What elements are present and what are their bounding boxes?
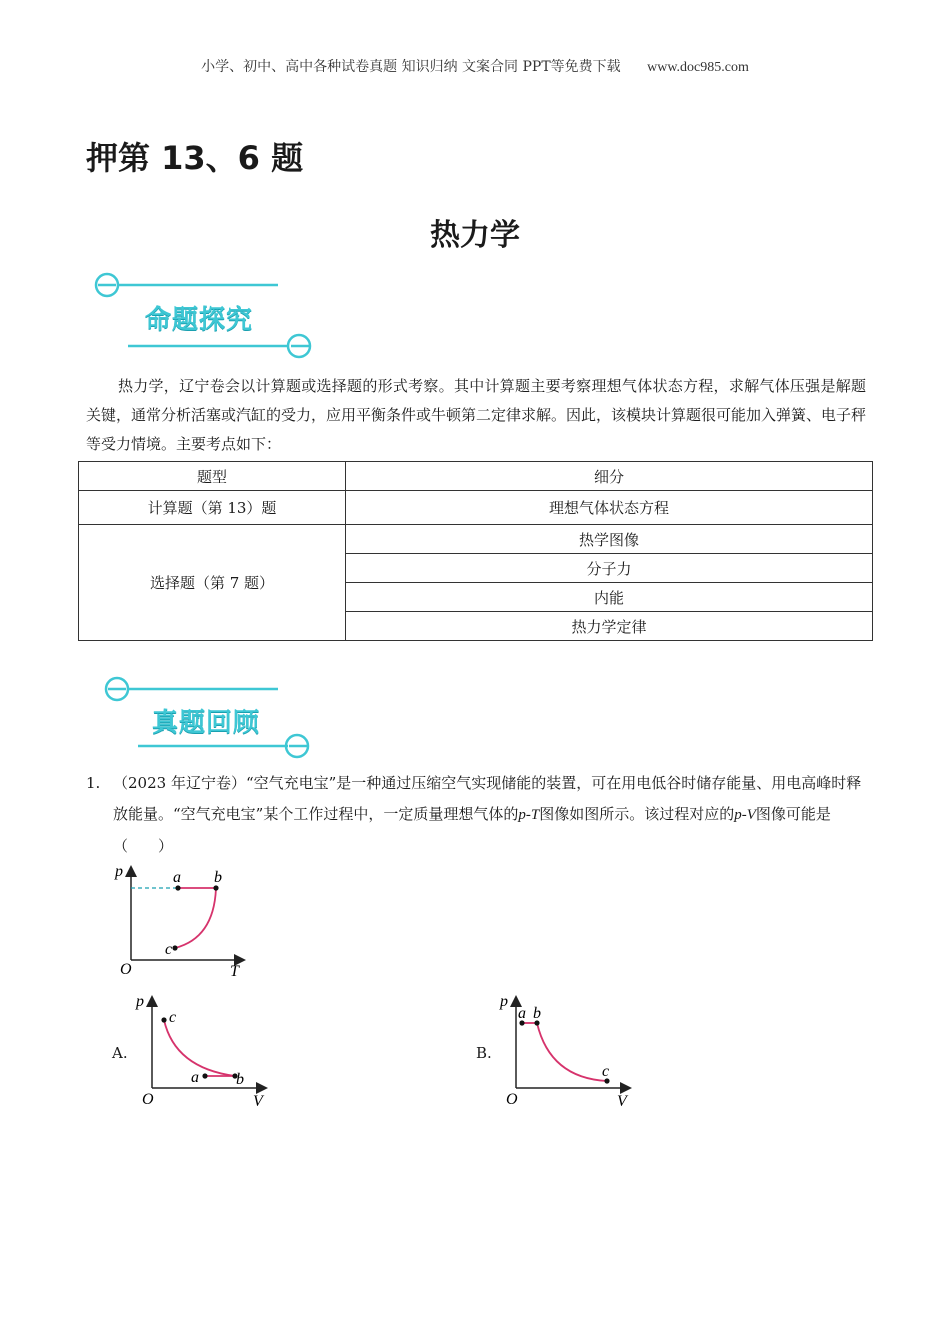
point-label: a xyxy=(173,869,181,886)
point-c xyxy=(172,945,177,950)
question-1 xyxy=(86,768,866,862)
point-b xyxy=(213,885,218,890)
table-header: 细分 xyxy=(346,462,873,491)
header-url[interactable]: www.doc985.com xyxy=(647,60,749,75)
section-banner-2 xyxy=(100,672,330,767)
point-label: c xyxy=(165,941,173,958)
section-banner-1 xyxy=(90,268,320,363)
section-label: 命题探究 xyxy=(145,305,254,335)
axis-label-x: V xyxy=(617,1093,627,1110)
section-label: 真题回顾 xyxy=(152,708,261,738)
axis-label-y: p xyxy=(115,863,123,880)
pv-label: p-V xyxy=(734,807,756,823)
document-title: 押第 13、6 题 xyxy=(86,139,304,177)
table-cell: 分子力 xyxy=(346,554,873,583)
point-label: b xyxy=(214,869,222,886)
origin-label: O xyxy=(120,961,132,978)
question-text: （2023 年辽宁卷）“空气充电宝”是一种通过压缩空气实现储能的装置，可在用电低谷时储存能量、用电高峰时释放能量。“空气充电宝”某个工作过程中，一定质量理想气体的p-T图像如图所示。该过程对应的p-V图像可能是（ ） xyxy=(113,774,862,855)
axis-label-y: p xyxy=(500,993,508,1010)
option-a-graph[interactable] xyxy=(130,990,280,1110)
origin-label: O xyxy=(142,1091,154,1108)
axis-label-y: p xyxy=(136,993,144,1010)
axis-label-x: V xyxy=(253,1093,263,1110)
table-header: 题型 xyxy=(79,462,346,491)
question-number: 1. xyxy=(86,774,101,792)
option-a-label[interactable]: A. xyxy=(112,1044,128,1062)
table-cell: 计算题（第 13）题 xyxy=(79,491,346,525)
point-label: c xyxy=(602,1063,610,1080)
option-b-label[interactable]: B. xyxy=(476,1044,492,1062)
axis-label-x: T xyxy=(230,963,239,980)
point-label: c xyxy=(169,1009,177,1026)
table-cell: 热力学定律 xyxy=(346,612,873,641)
page-header xyxy=(0,56,950,76)
topics-table xyxy=(78,461,873,641)
point-a xyxy=(175,885,180,890)
pt-label: p-T xyxy=(518,807,540,823)
option-b-graph[interactable] xyxy=(495,990,645,1110)
table-cell: 热学图像 xyxy=(346,525,873,554)
point-label: a xyxy=(191,1069,199,1086)
table-cell: 选择题（第 7 题） xyxy=(79,525,346,641)
point-label: b xyxy=(533,1005,541,1022)
pt-graph xyxy=(110,860,260,980)
subject-title: 热力学 xyxy=(430,218,520,253)
curve-segment xyxy=(537,1023,610,1081)
point-label: b xyxy=(236,1071,244,1088)
header-text: 小学、初中、高中各种试卷真题 知识归纳 文案合同 PPT等免费下载 xyxy=(201,59,621,75)
origin-label: O xyxy=(506,1091,518,1108)
curve-segment xyxy=(175,888,216,948)
point-a xyxy=(202,1073,207,1078)
table-cell: 理想气体状态方程 xyxy=(346,491,873,525)
curve-segment xyxy=(164,1020,235,1076)
point-label: a xyxy=(518,1005,526,1022)
point-c xyxy=(161,1017,166,1022)
table-cell: 内能 xyxy=(346,583,873,612)
intro-paragraph: 热力学，辽宁卷会以计算题或选择题的形式考察。其中计算题主要考察理想气体状态方程，求解气体压强是解题关键，通常分析活塞或汽缸的受力，应用平衡条件或牛顿第二定律求解。因此，该模块计算题很可能加入弹簧、电子秤等受力情境。主要考点如下： xyxy=(86,377,867,453)
